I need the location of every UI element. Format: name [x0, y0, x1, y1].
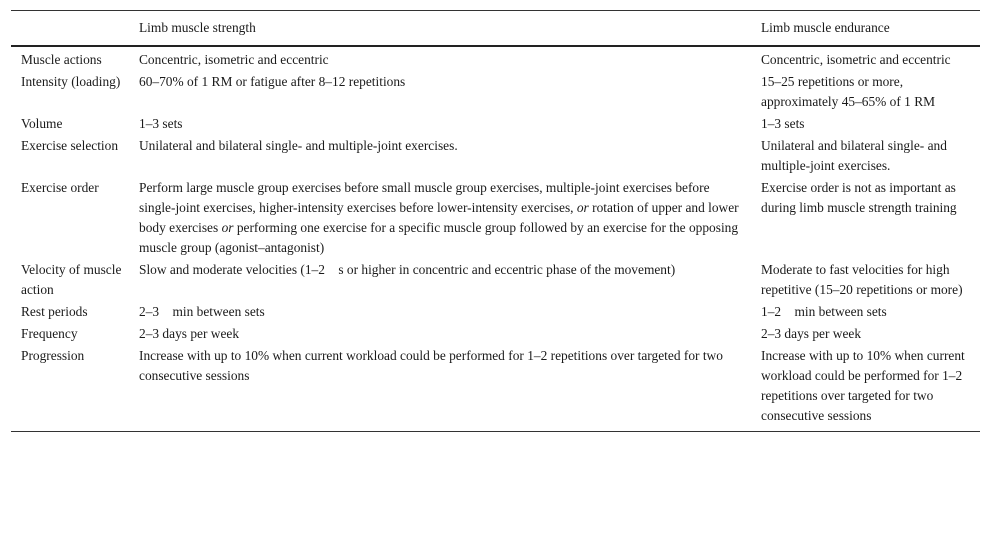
training-guidelines-table — [11, 10, 980, 432]
cell-endurance: Exercise order is not as important as during limb muscle strength training — [761, 180, 957, 215]
cell-endurance: 15–25 repetitions or more, approximately 45–65% of 1 RM — [761, 74, 936, 109]
table-row — [11, 113, 980, 135]
table-row — [11, 177, 980, 259]
text-segment: rotation of upper and lower body exercises — [139, 200, 739, 235]
cell-strength: 1–3 sets — [139, 116, 183, 131]
text-segment: Perform large muscle group exercises before small muscle group exercises, multiple-joint exercises before single-joint exercises, higher-intensity exercises before lower-intensity exercises, — [139, 180, 710, 215]
cell-endurance: Unilateral and bilateral single- and multiple-joint exercises. — [761, 138, 947, 173]
table-row — [11, 345, 980, 432]
row-label-frequency: Frequency — [21, 326, 78, 341]
header-endurance: Limb muscle endurance — [761, 20, 890, 35]
table-row — [11, 323, 980, 345]
row-label-rest-periods: Rest periods — [21, 304, 88, 319]
header-strength: Limb muscle strength — [139, 20, 256, 35]
table-row — [11, 135, 980, 177]
table-body — [11, 46, 980, 432]
row-label-exercise-order: Exercise order — [21, 180, 99, 195]
cell-endurance: 2–3 days per week — [761, 326, 862, 341]
cell-endurance: Moderate to fast velocities for high repetitive (15–20 repetitions or more) — [761, 262, 963, 297]
row-label-intensity: Intensity (loading) — [21, 74, 121, 89]
text-segment: performing one exercise for a specific muscle group followed by an exercise for the opposing muscle group (agonist–antagonist) — [139, 220, 739, 255]
row-label-progression: Progression — [21, 348, 85, 363]
table-row — [11, 46, 980, 71]
table-header — [11, 11, 980, 47]
row-label-volume: Volume — [21, 116, 63, 131]
table-row — [11, 301, 980, 323]
table-row — [11, 71, 980, 113]
cell-strength: Concentric, isometric and eccentric — [139, 52, 329, 67]
cell-endurance: Increase with up to 10% when current workload could be performed for 1–2 repetitions over targeted for two consecutive sessions — [761, 348, 965, 423]
cell-endurance: 1–3 sets — [761, 116, 805, 131]
emphasis-or: or — [576, 200, 589, 215]
row-label-muscle-actions: Muscle actions — [21, 52, 102, 67]
header-empty — [11, 11, 129, 47]
cell-strength: Slow and moderate velocities (1–2 s or higher in concentric and eccentric phase of the movement) — [139, 262, 676, 277]
row-label-exercise-selection: Exercise selection — [21, 138, 119, 153]
training-guidelines-table-container — [11, 10, 980, 432]
cell-endurance: Concentric, isometric and eccentric — [761, 52, 951, 67]
table-row — [11, 259, 980, 301]
cell-strength: Increase with up to 10% when current workload could be performed for 1–2 repetitions over targeted for two consecutive sessions — [139, 348, 723, 383]
cell-strength: 60–70% of 1 RM or fatigue after 8–12 repetitions — [139, 74, 406, 89]
cell-endurance: 1–2 min between sets — [761, 304, 887, 319]
emphasis-or: or — [221, 220, 234, 235]
cell-strength — [129, 177, 751, 259]
cell-strength: 2–3 min between sets — [139, 304, 265, 319]
header-row — [11, 11, 980, 47]
cell-strength: Unilateral and bilateral single- and multiple-joint exercises. — [139, 138, 458, 153]
cell-strength: 2–3 days per week — [139, 326, 240, 341]
row-label-velocity: Velocity of muscle action — [21, 262, 122, 297]
